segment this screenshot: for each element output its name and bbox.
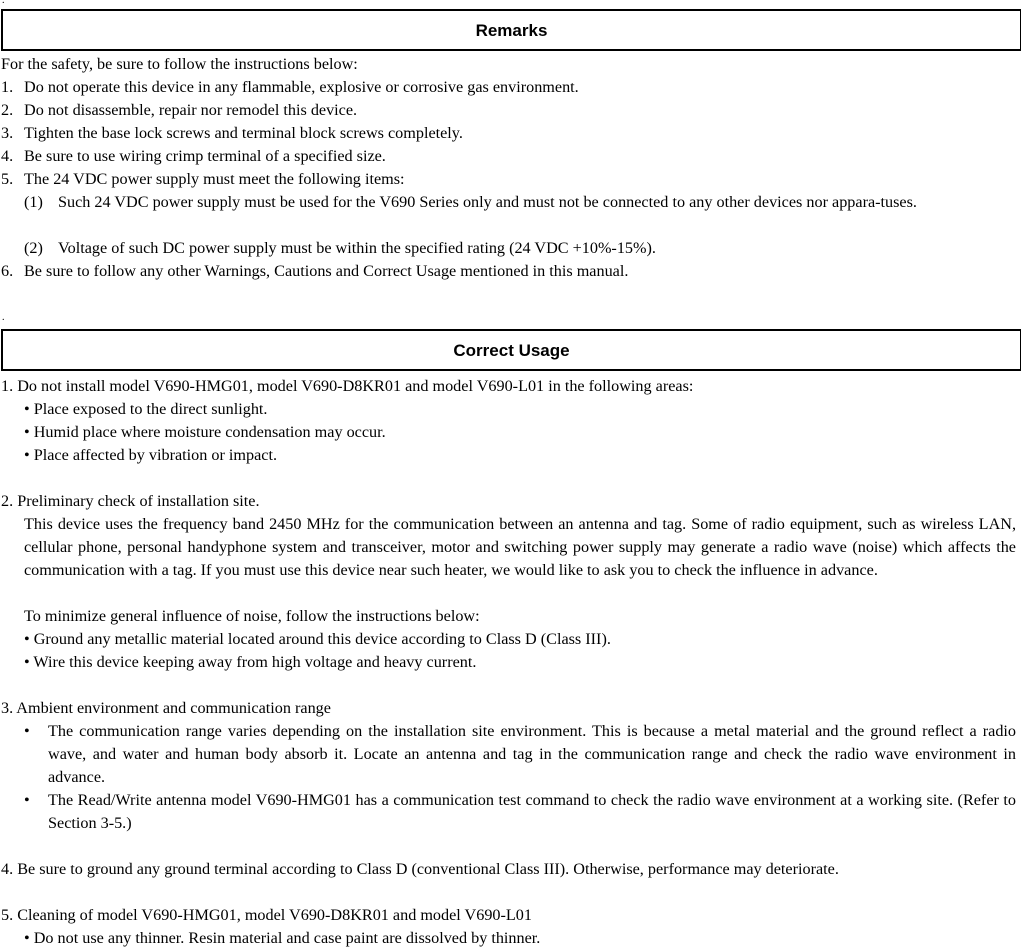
remarks-item-3-num: 3.: [1, 124, 14, 142]
usage-1-bullet: • Humid place where moisture condensation may occur.: [24, 423, 386, 441]
remarks-item-5-num: 5.: [1, 170, 14, 188]
remarks-item-1: Do not operate this device in any flammable, explosive or corrosive gas environment.: [24, 78, 579, 96]
remarks-intro: For the safety, be sure to follow the instructions below:: [1, 55, 358, 73]
remarks-item-5: The 24 VDC power supply must meet the following items:: [24, 170, 405, 188]
remarks-item-2: Do not disassemble, repair nor remodel this device.: [24, 101, 358, 119]
remarks-subitem-2-num: (2): [24, 239, 43, 257]
usage-2-bullet: • Wire this device keeping away from high voltage and heavy current.: [24, 653, 477, 671]
remarks-marker: .: [2, 0, 5, 6]
usage-2-paragraph: This device uses the frequency band 2450 MHz for the communication between an antenna and tag. Some of radio equipment, such as wireless LAN, cellular phone, personal handyphone system and transceiver, motor and switching power supply may generate a radio wave (noise) which affects the communication with a tag. If you must use this device near such heater, we would like to ask you to check the influence in advance.: [24, 515, 1016, 579]
usage-4-title: 4. Be sure to ground any ground terminal according to Class D (conventional Class III). Otherwise, performance may deteriorate.: [1, 860, 839, 878]
usage-5-title: 5. Cleaning of model V690-HMG01, model V690-D8KR01 and model V690-L01: [1, 906, 532, 924]
remarks-item-1-num: 1.: [1, 78, 14, 96]
remarks-subitem-1-num: (1): [24, 193, 43, 211]
usage-marker: .: [2, 312, 5, 323]
usage-3-bullet: The Read/Write antenna model V690-HMG01 has a communication test command to check the radio wave environment at a working site. (Refer to Section 3-5.): [48, 791, 1016, 832]
usage-1-bullet: • Place exposed to the direct sunlight.: [24, 400, 268, 418]
remarks-item-4: Be sure to use wiring crimp terminal of a specified size.: [24, 147, 386, 165]
remarks-item-3: Tighten the base lock screws and terminal block screws completely.: [24, 124, 463, 142]
usage-5-bullet: • Do not use any thinner. Resin material and case paint are dissolved by thinner.: [24, 929, 541, 947]
remarks-heading: Remarks: [1, 9, 1021, 51]
remarks-subitem-1: Such 24 VDC power supply must be used for the V690 Series only and must not be connected to any other devices nor appara-tuses.: [58, 193, 917, 211]
remarks-item-4-num: 4.: [1, 147, 14, 165]
usage-heading: Correct Usage: [1, 329, 1021, 371]
usage-2-bullet: • Ground any metallic material located around this device according to Class D (Class III).: [24, 630, 611, 648]
usage-1-title: 1. Do not install model V690-HMG01, model V690-D8KR01 and model V690-L01 in the following areas:: [1, 377, 694, 395]
usage-3-bullet-mark: •: [24, 791, 30, 809]
usage-1-bullet: • Place affected by vibration or impact.: [24, 446, 278, 464]
usage-3-title: 3. Ambient environment and communication range: [1, 699, 331, 717]
usage-3-bullet: The communication range varies depending on the installation site environment. This is because a metal material and the ground reflect a radio wave, and water and human body absorb it. Locate an antenna and tag in the communication range and check the radio wave environment in advance.: [48, 722, 1016, 786]
usage-2-lead: To minimize general influence of noise, follow the instructions below:: [24, 607, 480, 625]
usage-3-bullet-mark: •: [24, 722, 30, 740]
remarks-item-6: Be sure to follow any other Warnings, Cautions and Correct Usage mentioned in this manual.: [24, 262, 629, 280]
remarks-item-6-num: 6.: [1, 262, 14, 280]
remarks-subitem-2: Voltage of such DC power supply must be within the specified rating (24 VDC +10%-15%).: [58, 239, 656, 257]
usage-2-title: 2. Preliminary check of installation site.: [1, 492, 260, 510]
remarks-item-2-num: 2.: [1, 101, 14, 119]
